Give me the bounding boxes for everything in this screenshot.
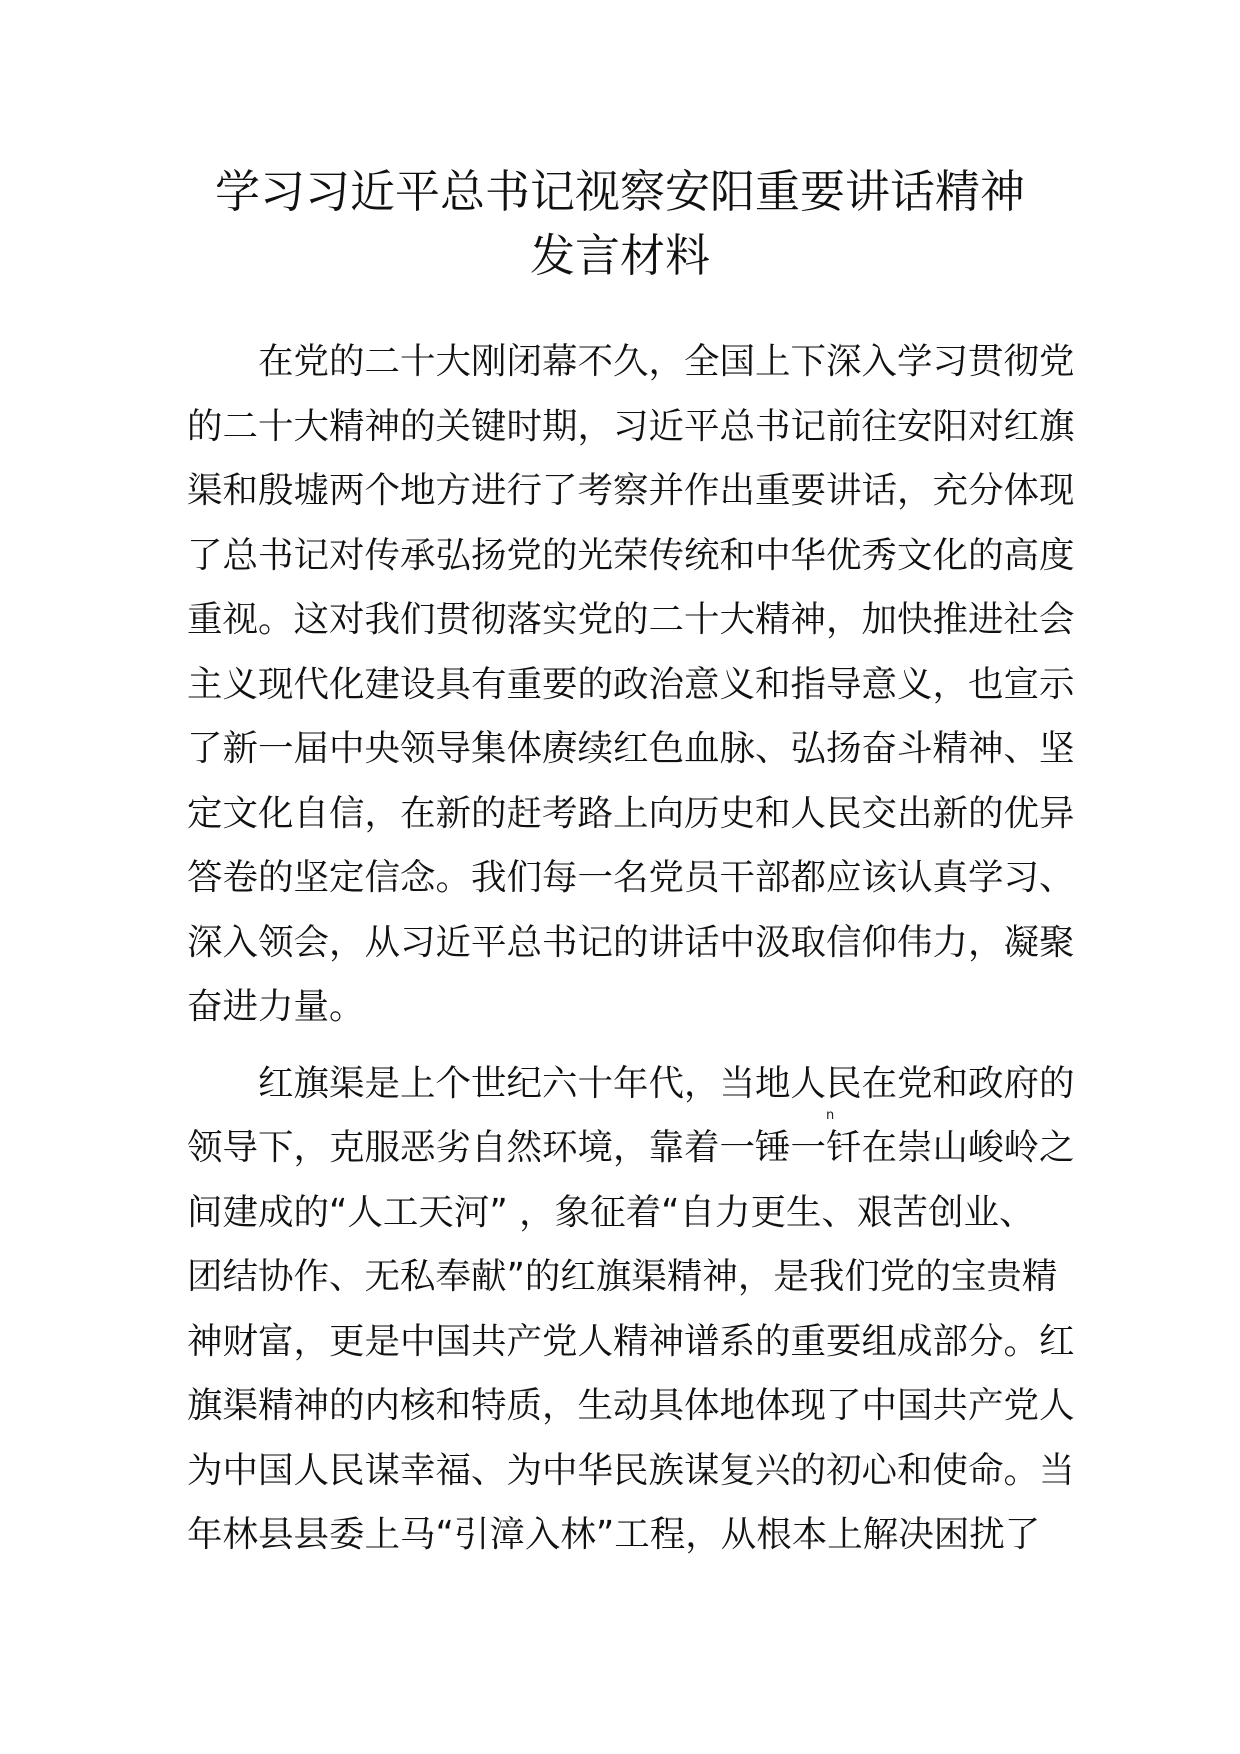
- paragraph-line: 红旗渠是上个世纪六十年代，当地人民在党和政府的: [258, 1062, 1075, 1104]
- paragraph-line: 团结协作、无私奉献”的红旗渠精神，是我们党的宝贵精: [187, 1256, 1058, 1297]
- document-body: [187, 330, 1075, 1568]
- paragraph-line: 了总书记对传承弘扬党的光荣传统和中华优秀文化的高度: [187, 534, 1075, 576]
- paragraph-line: 神财富，更是中国共产党人精神谱系的重要组成部分。红: [187, 1320, 1075, 1362]
- stray-mark: n: [826, 1108, 835, 1123]
- paragraph-line: 的二十大精神的关键时期，习近平总书记前往安阳对红旗: [187, 405, 1075, 447]
- paragraph-line: 深入领会，从习近平总书记的讲话中汲取信仰伟力，凝聚: [187, 921, 1075, 963]
- paragraph-1: [187, 330, 1075, 1040]
- paragraph-line: 间建成的“人工天河” ，象征着“自力更生、艰苦创业、: [187, 1191, 1035, 1233]
- document-title: [150, 160, 1090, 288]
- paragraph-line: 在党的二十大刚闭幕不久，全国上下深入学习贯彻党: [258, 341, 1075, 382]
- paragraph-line: 了新一届中央领导集体赓续红色血脉、弘扬奋斗精神、坚: [187, 728, 1075, 769]
- paragraph-line: 答卷的坚定信念。我们每一名党员干部都应该认真学习、: [187, 857, 1075, 898]
- paragraph-line: 旗渠精神的内核和特质，生动具体地体现了中国共产党人: [187, 1385, 1075, 1426]
- paragraph-spacer: [187, 1040, 1067, 1052]
- paragraph-line: 主义现代化建设具有重要的政治意义和指导意义，也宣示: [187, 663, 1075, 705]
- paragraph-line: 重视。这对我们贯彻落实党的二十大精神，加快推进社会: [187, 599, 1075, 640]
- paragraph-line: 定文化自信，在新的赶考路上向历史和人民交出新的优异: [187, 792, 1075, 834]
- paragraph-line: 年林县县委上马“引漳入林”工程，从根本上解决困扰了: [187, 1514, 1041, 1555]
- paragraph-line: 为中国人民谋幸福、为中华民族谋复兴的初心和使命。当: [187, 1449, 1075, 1491]
- paragraph-line: 领导下，克服恶劣自然环境，靠着一锤一钎在崇山峻岭之: [187, 1127, 1075, 1168]
- paragraph-line: 渠和殷墟两个地方进行了考察并作出重要讲话，充分体现: [187, 470, 1075, 511]
- paragraph-2: [187, 1052, 1075, 1568]
- title-line-1: 学习习近平总书记视察安阳重要讲话精神: [214, 165, 1025, 218]
- paragraph-line: 奋进力量。: [187, 986, 365, 1027]
- title-line-2: 发言材料: [529, 229, 710, 282]
